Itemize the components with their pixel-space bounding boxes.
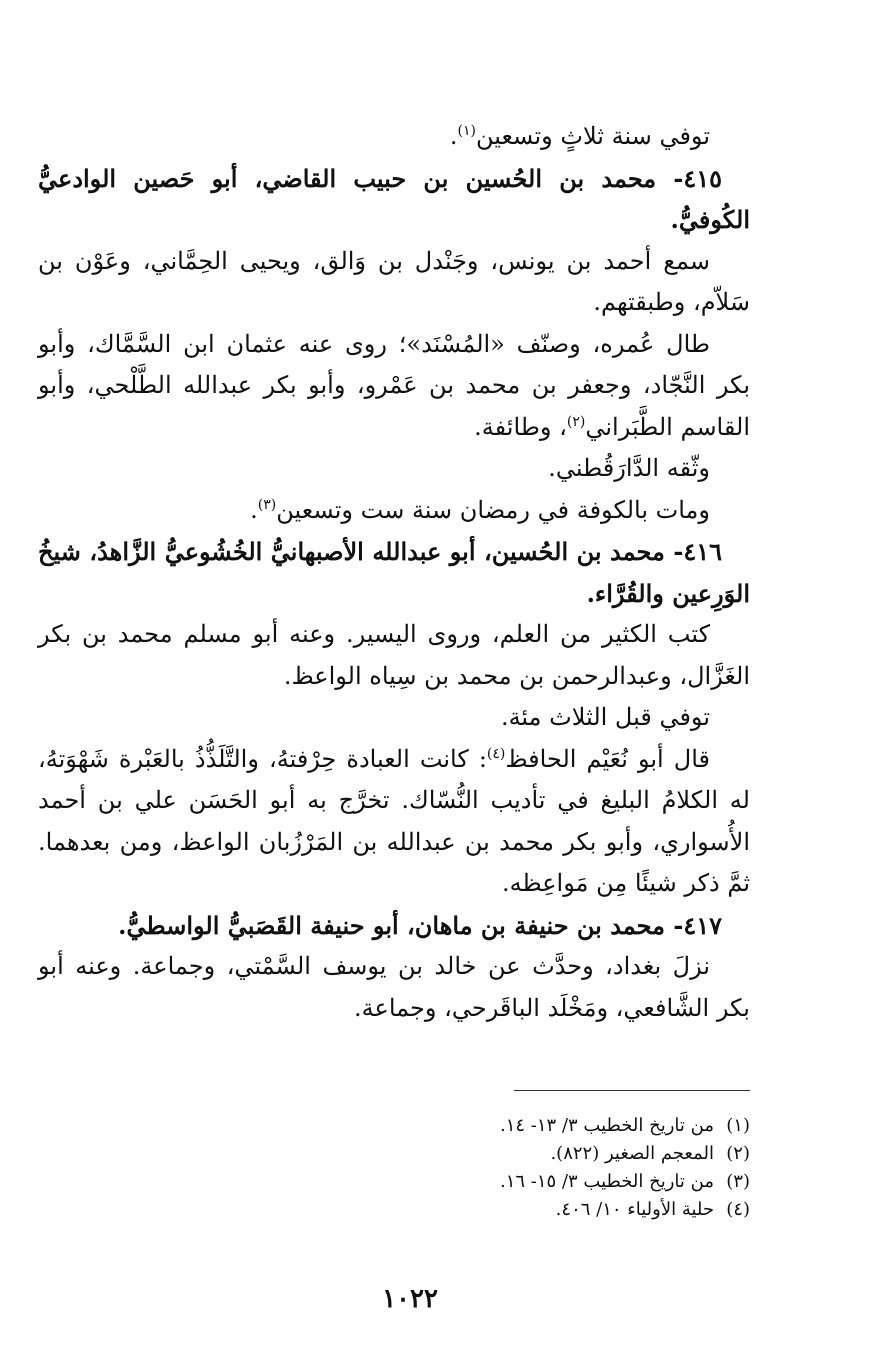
footnote-ref: (٢) [566, 413, 586, 430]
paragraph: سمع أحمد بن يونس، وجَنْدل بن وَالق، ويحيى الحِمَّاني، وعَوْن بن سَلاّم، وطبقتهم. [38, 246, 750, 316]
footnote-divider [514, 1090, 750, 1091]
footnote [370, 1140, 750, 1168]
paragraph-text: . [250, 495, 258, 524]
footnote-text: حلية الأولياء ١٠/ ٤٠٦. [555, 1199, 714, 1220]
paragraph-text: قال أبو نُعَيْم الحافظ [505, 744, 710, 773]
footnote-ref: (٤) [486, 745, 506, 762]
paragraph [38, 490, 750, 532]
main-text [38, 116, 750, 1029]
footnote-text: المعجم الصغير (٨٢٢). [550, 1143, 714, 1164]
footnote-ref: (١) [457, 123, 476, 139]
paragraph [38, 324, 750, 449]
biography-heading: ٤١٧- محمد بن حنيفة بن ماهان، أبو حنيفة القَصَبيُّ الواسطيُّ. [118, 910, 722, 940]
footnote-ref: (٣) [257, 496, 277, 513]
paragraph [38, 116, 750, 158]
paragraph: كتب الكثير من العلم، وروى اليسير. وعنه أبو مسلم محمد بن بكر الغَزَّال، وعبدالرحمن بن محمد بن سِياه الواعظ. [38, 620, 750, 690]
paragraph-text: : كانت العبادة حِرْفتهُ، والتَّلَذُّذُ بالعَبْرة شَهْوَتهُ، له الكلامُ البليغ في تأديب النُّسّاك. تخرَّج به أبو الحَسَن علي بن أحمد الأُسواري، وأبو بكر محمد بن عبدالله بن المَرْزُبان الواعظ، ومن بعدهما. ثمَّ ذكر شيئًا مِن مَواعِظه. [38, 744, 750, 897]
biography-heading: ٤١٦- محمد بن الحُسين، أبو عبدالله الأصبهانيُّ الخُشُوعيُّ الزَّاهدُ، شيخُ الوَرِعين والقُرَّاء. [38, 537, 750, 608]
paragraph: توفي قبل الثلاث مئة. [500, 703, 710, 731]
footnote [370, 1112, 750, 1140]
footnote-number: (٤) [726, 1199, 750, 1220]
footnote-text: من تاريخ الخطيب ٣/ ١٥- ١٦. [499, 1171, 714, 1192]
paragraph-text: ، وطائفة. [474, 412, 567, 441]
biography-heading: ٤١٥- محمد بن الحُسين بن حبيب القاضي، أبو حَصين الوادعيُّ الكُوفيُّ. [38, 163, 750, 234]
paragraph-text: ومات بالكوفة في رمضان سنة ست وتسعين [276, 495, 710, 524]
paragraph-text: . [449, 122, 458, 150]
footnote-number: (٢) [726, 1143, 750, 1164]
paragraph-text: طال عُمره، وصنّف «المُسْنَد»؛ روى عنه عثمان ابن السَّمَّاك، وأبو بكر النَّجّاد، وجعفر بن محمد بن عَمْرو، وأبو بكر عبدالله الطَّلْحي، وأبو القاسم الطَّبَراني [38, 329, 750, 441]
footnotes [370, 1112, 750, 1224]
paragraph: وثّقه الدَّارَقُطني. [548, 454, 710, 482]
paragraph: نزلَ بغداد، وحدَّث عن خالد بن يوسف السَّمْتي، وجماعة. وعنه أبو بكر الشَّافعي، ومَخْلَد الباقَرحي، وجماعة. [38, 952, 750, 1022]
footnote-number: (٣) [726, 1171, 750, 1192]
paragraph [38, 739, 750, 905]
paragraph-text: توفي سنة ثلاثٍ وتسعين [475, 122, 710, 150]
footnote-text: من تاريخ الخطيب ٣/ ١٣- ١٤. [499, 1115, 714, 1136]
footnote-number: (١) [726, 1115, 750, 1136]
footnote [370, 1168, 750, 1196]
page-number: ١٠٢٢ [382, 1284, 438, 1314]
footnote [370, 1196, 750, 1224]
